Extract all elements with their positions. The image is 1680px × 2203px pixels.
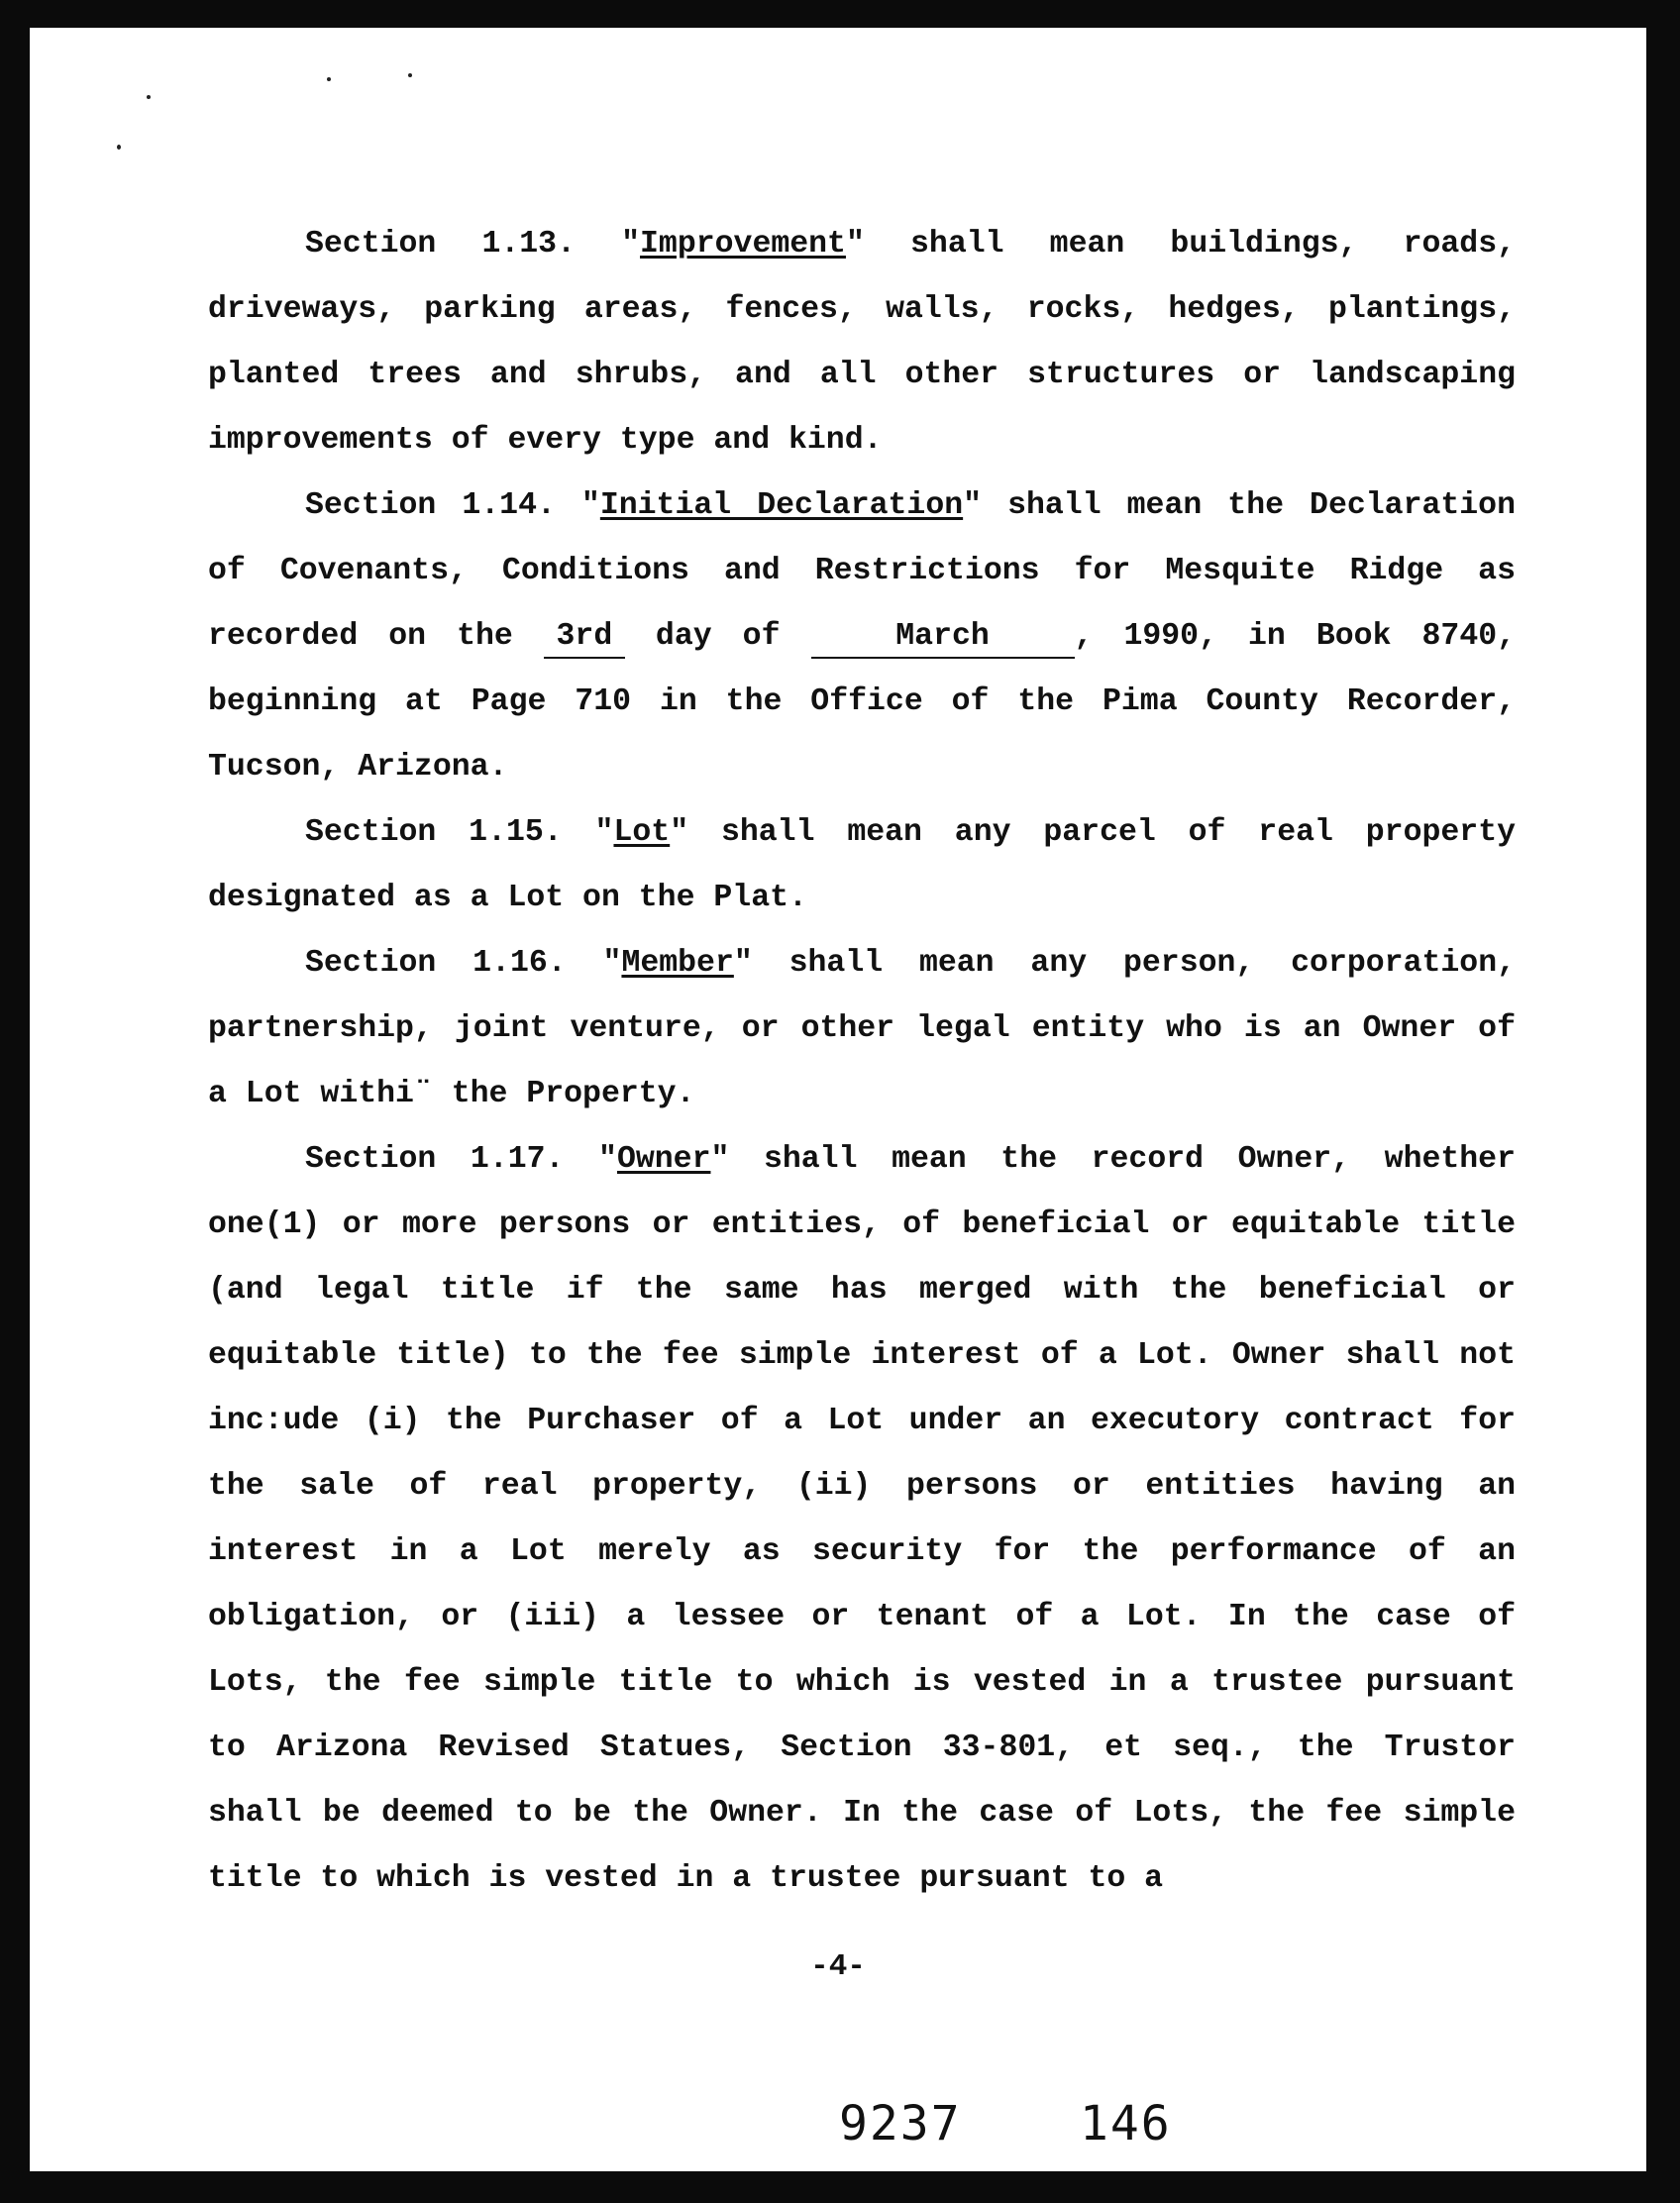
section-1-15 — [208, 800, 1516, 931]
scan-speck — [117, 145, 121, 150]
section-prefix: Section 1.13. " — [305, 227, 641, 262]
section-1-17 — [208, 1127, 1516, 1912]
filled-month-blank: March — [811, 617, 1075, 659]
section-text: " shall mean the Declaration of Covenants, Conditions and Restrictions for Mesquite Ridge as recorded on the — [208, 488, 1516, 654]
section-prefix: Section 1.15. " — [305, 815, 614, 850]
section-1-13 — [208, 212, 1516, 473]
scan-speck — [147, 95, 151, 99]
section-text: day of — [655, 619, 781, 654]
defined-term: Initial Declaration — [599, 488, 964, 523]
section-1-14 — [208, 473, 1516, 800]
scan-speck — [408, 73, 412, 77]
section-text: " shall mean buildings, roads, driveways, parking areas, fences, walls, rocks, hedges, plantings, planted trees and shrubs, and all other structures or landscaping improvements of every type and kind. — [208, 227, 1517, 458]
section-prefix: Section 1.14. " — [305, 488, 600, 523]
defined-term: Improvement — [640, 227, 846, 262]
document-body — [208, 212, 1516, 1912]
section-prefix: Section 1.17. " — [305, 1142, 617, 1177]
section-text: " shall mean the record Owner, whether one(1) or more persons or entities, of beneficial or equitable title (and legal title if the same has merged with the beneficial or equitable title) to the fee simple interest of a Lot. Owner shall not inc:ude (i) the Purchaser of a Lot under an executory contract for the sale of real property, (ii) persons or entities having an interest in a Lot merely as security for the performance of an obligation, or (iii) a lessee or tenant of a Lot. In the case of Lots, the fee simple title to which is vested in a trustee pursuant to Arizona Revised Statues, Section 33-801, et seq., the Trustor shall be deemed to be the Owner. In the case of Lots, the fee simple title to which is vested in a trustee pursuant to a — [208, 1142, 1516, 1896]
section-prefix: Section 1.16. " — [305, 946, 622, 981]
section-text: " shall mean any parcel of real property designated as a Lot on the Plat. — [208, 815, 1517, 915]
filled-day-blank: 3rd — [544, 617, 625, 659]
defined-term: Member — [621, 946, 734, 981]
defined-term: Lot — [613, 815, 671, 850]
recording-book-number: 9237 — [839, 2096, 962, 2151]
defined-term: Owner — [616, 1142, 711, 1177]
recording-page-number: 146 — [1080, 2096, 1172, 2151]
section-text: , 1990, in Book 8740, beginning at Page 710 in the Office of the Pima County Recorder, Tucson, Arizona. — [208, 619, 1517, 785]
scan-speck — [327, 77, 331, 81]
section-1-16 — [208, 931, 1516, 1127]
page-number: -4- — [810, 1949, 866, 1984]
section-text: " shall mean any person, corporation, partnership, joint venture, or other legal entity who is an Owner of a Lot withi¨ the Property. — [208, 946, 1516, 1111]
document-page — [30, 28, 1646, 2171]
